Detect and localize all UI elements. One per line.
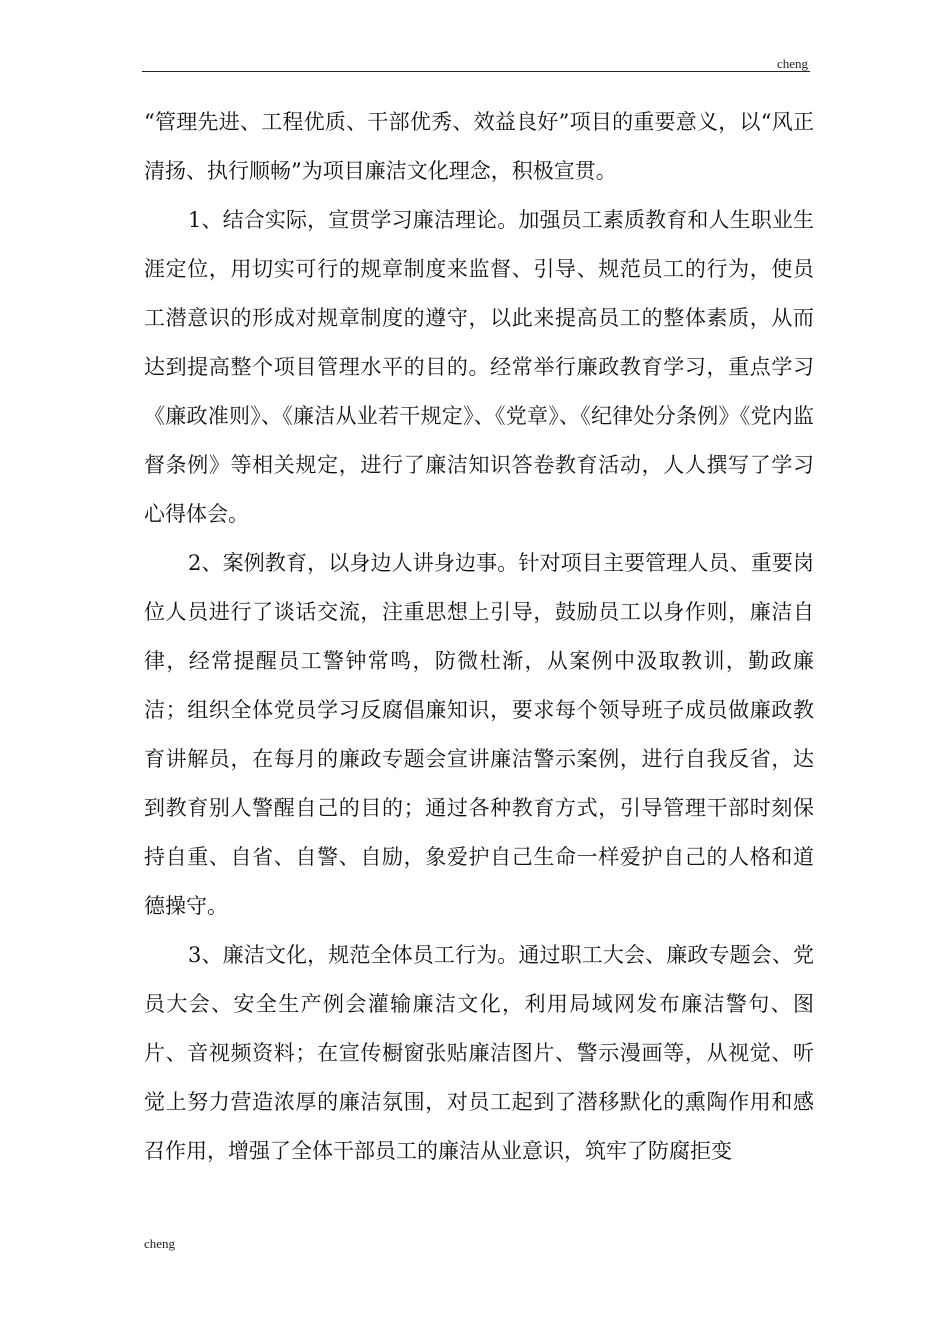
paragraph-1: 1、结合实际，宣贯学习廉洁理论。加强员工素质教育和人生职业生涯定位，用切实可行的规章制度来监督、引导、规范员工的行为，使员工潜意识的形成对规章制度的遵守，以此来提高员工的整体素质，从而达到提高整个项目管理水平的目的。经常举行廉政教育学习，重点学习《廉政准则》、《廉洁从业若干规定》、《党章》、《纪律处分条例》《党内监督条例》等相关规定，进行了廉洁知识答卷教育活动，人人撰写了学习心得体会。 bbox=[144, 208, 814, 526]
page-header: cheng bbox=[776, 56, 808, 71]
page-footer: cheng bbox=[144, 1236, 176, 1251]
paragraph-2: 2、案例教育，以身边人讲身边事。针对项目主要管理人员、重要岗位人员进行了谈话交流，注重思想上引导，鼓励员工以身作则，廉洁自律，经常提醒员工警钟常鸣，防微杜渐，从案例中汲取教训，勤政廉洁；组织全体党员学习反腐倡廉知识，要求每个领导班子成员做廉政教育讲解员，在每月的廉政专题会宣讲廉洁警示案例，进行自我反省，达到教育别人警醒自己的目的；通过各种教育方式，引导管理干部时刻保持自重、自省、自警、自励，象爱护自己生命一样爱护自己的人格和道德操守。 bbox=[144, 551, 814, 918]
header-rule bbox=[142, 71, 810, 72]
document-body bbox=[144, 98, 814, 1176]
paragraph-3: 3、廉洁文化，规范全体员工行为。通过职工大会、廉政专题会、党员大会、安全生产例会灌输廉洁文化，利用局域网发布廉洁警句、图片、音视频资料；在宣传橱窗张贴廉洁图片、警示漫画等，从视觉、听觉上努力营造浓厚的廉洁氛围，对员工起到了潜移默化的熏陶作用和感召作用，增强了全体干部员工的廉洁从业意识，筑牢了防腐拒变 bbox=[144, 943, 814, 1163]
paragraph-continuation: “管理先进、工程优质、干部优秀、效益良好”项目的重要意义，以“风正清扬、执行顺畅”为项目廉洁文化理念，积极宣贯。 bbox=[144, 110, 814, 183]
